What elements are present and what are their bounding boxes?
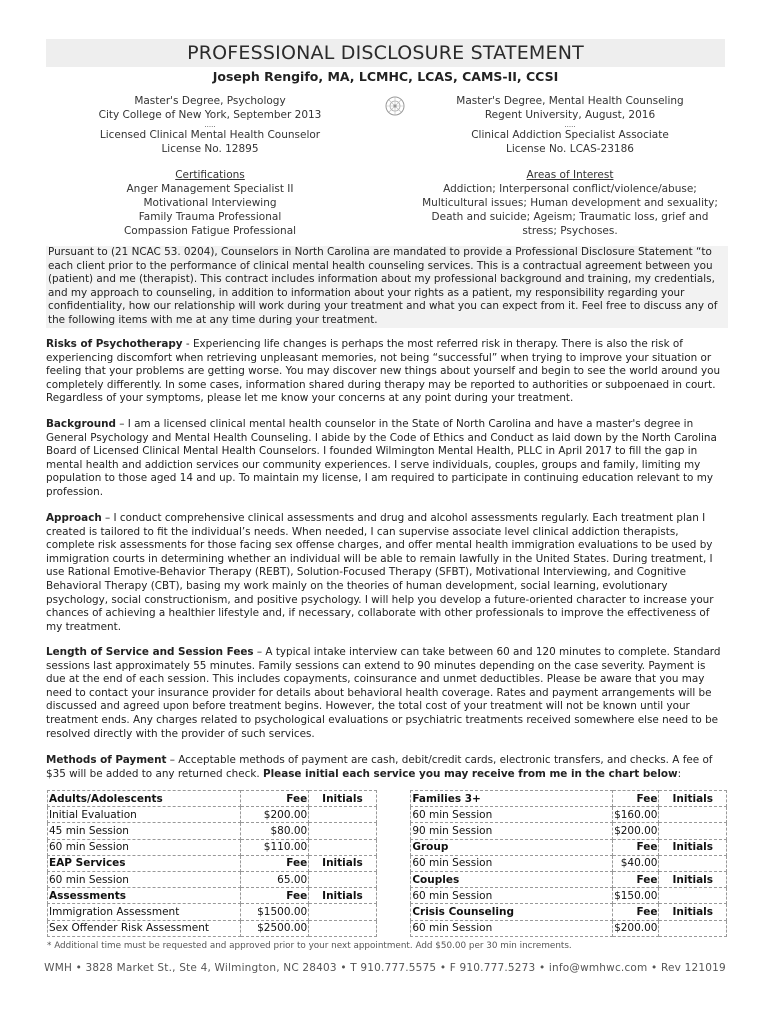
section-header: Families 3+	[411, 791, 613, 807]
right-license-no: License No. LCAS-23186	[506, 143, 634, 155]
interest-line: Multicultural issues; Human development and sexuality;	[422, 197, 718, 209]
counselor-name: Joseph Rengifo, MA, LCMHC, LCAS, CAMS-II, CCSI	[212, 69, 559, 84]
fee-value: $200.00	[613, 920, 659, 936]
column-gap	[376, 920, 411, 936]
fee-table	[47, 790, 727, 937]
initials-field[interactable]	[309, 871, 376, 887]
table-row	[48, 791, 727, 807]
initials-field[interactable]	[659, 823, 727, 839]
right-separator-dots: .....	[564, 121, 576, 129]
risks-label: Risks of Psychotherapy	[46, 338, 183, 350]
left-degree: Master's Degree, Psychology	[134, 95, 286, 107]
fee-value: $200.00	[240, 807, 308, 823]
background-text: – I am a licensed clinical mental health counselor in the State of North Carolina and have a master's degree in General Psychology and Mental Health Counseling. I abide by the Code of Ethics and Conduct as laid down by the North Carolina Board of Licensed Clinical Mental Health Counselors. I founded Wilmington Mental Health, PLLC in April 2017 to fill the gap in mental health and addiction services our community experiences. I serve individuals, couples, groups and family, limiting my population to those aged 14 and up. To maintain my license, I am required to participate in continuing education relevant to my profession.	[46, 418, 717, 498]
initials-header: Initials	[309, 791, 376, 807]
service-name: 60 min Session	[411, 855, 613, 871]
section-header: Adults/Adolescents	[48, 791, 241, 807]
fee-value: $1500.00	[240, 904, 308, 920]
table-row	[48, 823, 727, 839]
left-license-title: Licensed Clinical Mental Health Counselor	[99, 129, 321, 141]
service-name: Immigration Assessment	[48, 904, 241, 920]
right-license-title: Clinical Addiction Specialist Associate	[471, 129, 669, 141]
interest-block	[400, 168, 740, 238]
column-gap	[376, 823, 411, 839]
background-label: Background	[46, 418, 116, 430]
fee-value: 65.00	[240, 871, 308, 887]
left-credentials	[60, 94, 360, 156]
table-row	[48, 871, 727, 887]
certifications-heading: Certifications	[175, 169, 245, 181]
right-degree: Master's Degree, Mental Health Counseling	[456, 95, 684, 107]
column-gap	[376, 871, 411, 887]
table-row	[48, 807, 727, 823]
fee-value: $80.00	[240, 823, 308, 839]
interest-line: Addiction; Interpersonal conflict/violence/abuse;	[443, 183, 697, 195]
service-name: Sex Offender Risk Assessment	[48, 920, 241, 936]
certification-item: Anger Management Specialist II	[126, 183, 294, 195]
certification-item: Family Trauma Professional	[138, 211, 282, 223]
certification-item: Compassion Fatigue Professional	[123, 225, 297, 237]
fee-header: Fee	[613, 904, 659, 920]
column-gap	[376, 888, 411, 904]
length-text: – A typical intake interview can take between 60 and 120 minutes to complete. Standard sessions last approximately 55 minutes. Family sessions can extend to 90 minutes depending on the case severity. Payment is due at the end of each session. This includes copayments, coinsurance and unmet deductibles. Please be aware that you may need to contact your insurance provider for details about behavioral health coverage. Rates and payment arrangements will be discussed and agreed upon before treatment begins. However, the total cost of your treatment will not be known until your treatment ends. Any charges related to psychological evaluations or psychiatric treatments received somewhere else need to be resolved directly with the provider of such services.	[46, 646, 721, 740]
right-credentials	[400, 94, 740, 156]
footnote: * Additional time must be requested and approved prior to your next appointment. Add $50.00 per 30 min increments.	[47, 941, 572, 951]
certification-item: Motivational Interviewing	[143, 197, 277, 209]
initials-field[interactable]	[659, 888, 727, 904]
initials-field[interactable]	[309, 904, 376, 920]
section-header: Assessments	[48, 888, 241, 904]
table-row	[48, 839, 727, 855]
approach-paragraph	[46, 512, 728, 634]
certifications-block	[60, 168, 360, 238]
page-title: PROFESSIONAL DISCLOSURE STATEMENT	[46, 39, 725, 67]
left-license-no: License No. 12895	[161, 143, 259, 155]
fee-header: Fee	[613, 791, 659, 807]
initials-header: Initials	[659, 904, 727, 920]
interest-line: stress; Psychoses.	[522, 225, 618, 237]
initials-header: Initials	[659, 839, 727, 855]
risks-text: - Experiencing life changes is perhaps the most referred risk in therapy. There is also the risk of experiencing discomfort when retrieving unpleasant memories, not being “successful” when trying to improve your situation or feeling that your problems are getting worse. You may discover new things about yourself and begin to see the world around you completely differently. In some cases, information shared during therapy may be reported to authorities or subpoenaed in court. Regardless of your symptoms, please let me know your concerns at any point during your treatment.	[46, 338, 721, 405]
methods-emphasis: Please initial each service you may receive from me in the chart below	[262, 767, 678, 780]
initials-field[interactable]	[309, 839, 376, 855]
fee-header: Fee	[613, 839, 659, 855]
fee-value: $160.00	[613, 807, 659, 823]
background-paragraph	[46, 418, 728, 500]
fee-value: $2500.00	[240, 920, 308, 936]
fee-value: $150.00	[613, 888, 659, 904]
interest-heading: Areas of Interest	[526, 169, 614, 181]
fee-value: $200.00	[613, 823, 659, 839]
methods-end: :	[677, 767, 682, 780]
service-name: Initial Evaluation	[48, 807, 241, 823]
service-name: 60 min Session	[48, 871, 241, 887]
fee-header: Fee	[240, 855, 308, 871]
initials-header: Initials	[659, 791, 727, 807]
methods-text: – Acceptable methods of payment are cash, debit/credit cards, electronic transfers, and checks. A fee of $35 will be added to any returned check.	[46, 754, 713, 780]
initials-header: Initials	[659, 871, 727, 887]
initials-field[interactable]	[659, 807, 727, 823]
methods-paragraph	[46, 754, 728, 781]
initials-field[interactable]	[309, 807, 376, 823]
service-name: 90 min Session	[411, 823, 613, 839]
fee-value: $40.00	[613, 855, 659, 871]
table-row	[48, 888, 727, 904]
initials-header: Initials	[309, 855, 376, 871]
length-label: Length of Service and Session Fees	[46, 646, 254, 658]
initials-field[interactable]	[659, 920, 727, 936]
service-name: 45 min Session	[48, 823, 241, 839]
fee-header: Fee	[240, 888, 308, 904]
table-row	[48, 855, 727, 871]
section-header: EAP Services	[48, 855, 241, 871]
column-gap	[376, 855, 411, 871]
right-school: Regent University, August, 2016	[484, 109, 656, 121]
initials-field[interactable]	[309, 920, 376, 936]
footer-contact: WMH • 3828 Market St., Ste 4, Wilmington, NC 28403 • T 910.777.5575 • F 910.777.5273 • info@wmhwc.com • Rev 121019	[44, 962, 726, 974]
service-name: 60 min Session	[411, 807, 613, 823]
initials-field[interactable]	[659, 855, 727, 871]
approach-label: Approach	[46, 512, 102, 524]
column-gap	[376, 904, 411, 920]
fee-header: Fee	[240, 791, 308, 807]
initials-field[interactable]	[309, 823, 376, 839]
initials-header: Initials	[309, 888, 376, 904]
column-gap	[376, 839, 411, 855]
intro-paragraph: Pursuant to (21 NCAC 53. 0204), Counselors in North Carolina are mandated to provide a Professional Disclosure Statement “to each client prior to the performance of clinical mental health counseling services. This is a contractual agreement between you (patient) and me (therapist). This contract includes information about my professional background and training, my credentials, and my approach to counseling, in addition to information about your rights as a patient, my responsibility regarding your confidentiality, how our relationship will work during your treatment and what you can expect from it. Feel free to discuss any of the following items with me at any time during your treatment.	[46, 246, 728, 328]
interest-line: Death and suicide; Ageism; Traumatic loss, grief and	[431, 211, 709, 223]
section-header: Couples	[411, 871, 613, 887]
service-name: 60 min Session	[411, 888, 613, 904]
section-header: Crisis Counseling	[411, 904, 613, 920]
table-row	[48, 904, 727, 920]
risks-paragraph	[46, 338, 728, 406]
service-name: 60 min Session	[411, 920, 613, 936]
service-name: 60 min Session	[48, 839, 241, 855]
left-school: City College of New York, September 2013	[98, 109, 322, 121]
approach-text: – I conduct comprehensive clinical assessments and drug and alcohol assessments regularly. Each treatment plan I created is tailored to fit the individual’s needs. When needed, I can supervise associate level clinical addiction therapists, complete risk assessments for those facing sex offense charges, and offer mental health immigration evaluations to be used by immigration courts in determining whether an individual will be able to remain lawfully in the United States. During treatment, I use Rational Emotive-Behavior Therapy (REBT), Solution-Focused Therapy (SFBT), Motivational Interviewing, and Cognitive Behavioral Therapy (CBT), basing my work mainly on the theories of human development, social learning, evolutionary psychology, social constructionism, and positive psychology. I will help you develop a future-oriented character to increase your chances of achieving a healthier lifestyle and, if necessary, collaborate with other professionals to improve the effectiveness of my treatment.	[46, 512, 714, 633]
fee-value: $110.00	[240, 839, 308, 855]
fee-header: Fee	[613, 871, 659, 887]
methods-label: Methods of Payment	[46, 754, 167, 766]
column-gap	[376, 791, 411, 807]
length-paragraph	[46, 646, 728, 741]
column-gap	[376, 807, 411, 823]
table-row	[48, 920, 727, 936]
section-header: Group	[411, 839, 613, 855]
left-separator-dots: .....	[204, 121, 216, 129]
